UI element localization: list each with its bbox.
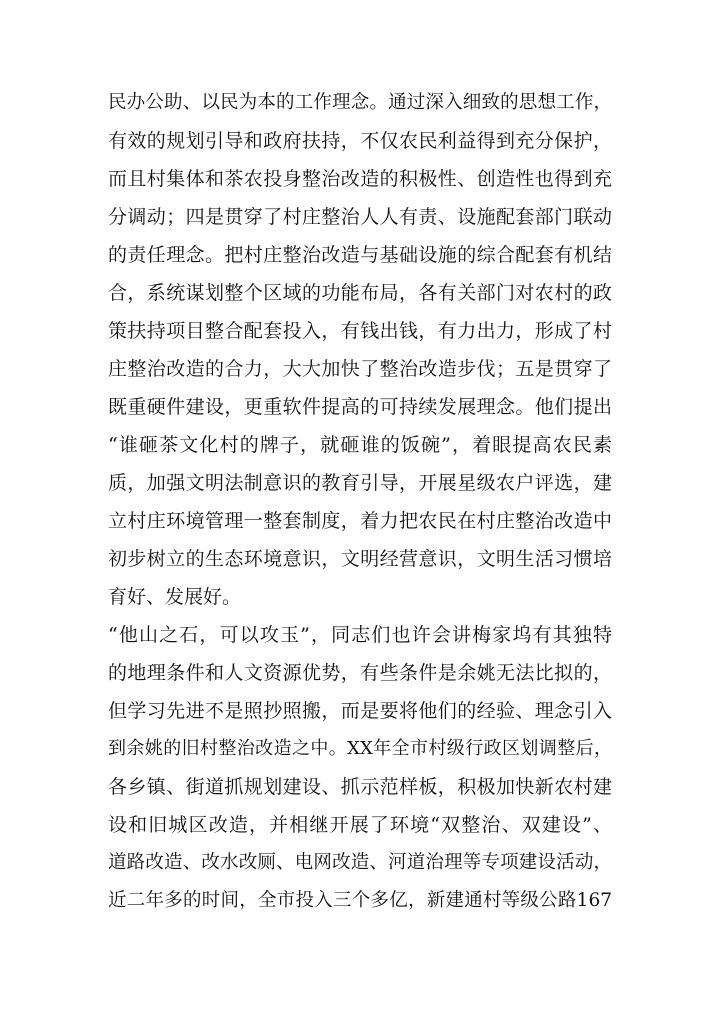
text-line: “谁砸茶文化村的牌子，就砸谁的饭碗”，着眼提高农民素	[108, 434, 612, 456]
text-line: 策扶持项目整合配套投入，有钱出钱，有力出力，形成了村	[108, 320, 612, 342]
body-text	[108, 84, 612, 920]
text-line: 而且村集体和茶农投身整治改造的积极性、创造性也得到充	[108, 168, 612, 190]
text-line: 合，系统谋划整个区域的功能布局，各有关部门对农村的政	[108, 282, 612, 304]
text-line: 质，加强文明法制意识的教育引导，开展星级农户评选，建	[108, 472, 612, 494]
text-line: 民办公助、以民为本的工作理念。通过深入细致的思想工作，	[108, 92, 612, 113]
text-line: 庄整治改造的合力，大大加快了整治改造步伐；五是贯穿了	[108, 358, 612, 380]
text-line: 立村庄环境管理一整套制度，着力把农民在村庄整治改造中	[108, 510, 612, 532]
text-line: 有效的规划引导和政府扶持，不仅农民利益得到充分保护，	[108, 130, 612, 152]
text-line: 近二年多的时间，全市投入三个多亿，新建通村等级公路167	[108, 890, 612, 911]
text-line: 但学习先进不是照抄照搬，而是要将他们的经验、理念引入	[108, 700, 612, 722]
text-line: 既重硬件建设，更重软件提高的可持续发展理念。他们提出	[108, 396, 612, 418]
text-line: 设和旧城区改造，并相继开展了环境“双整治、双建设”、	[108, 814, 612, 836]
text-line: 初步树立的生态环境意识，文明经营意识，文明生活习惯培	[108, 548, 612, 570]
text-line: 的责任理念。把村庄整治改造与基础设施的综合配套有机结	[108, 244, 612, 266]
text-line: 分调动；四是贯穿了村庄整治人人有责、设施配套部门联动	[108, 206, 612, 228]
text-line: “他山之石，可以攻玉”，同志们也许会讲梅家坞有其独特	[108, 624, 612, 646]
text-line: 的地理条件和人文资源优势，有些条件是余姚无法比拟的，	[108, 662, 612, 684]
text-line: 道路改造、改水改厕、电网改造、河道治理等专项建设活动，	[108, 852, 612, 873]
text-line: 到余姚的旧村整治改造之中。XX年全市村级行政区划调整后，	[108, 738, 612, 759]
text-line: 各乡镇、街道抓规划建设、抓示范样板，积极加快新农村建	[108, 776, 612, 798]
text-line: 育好、发展好。	[108, 586, 242, 608]
